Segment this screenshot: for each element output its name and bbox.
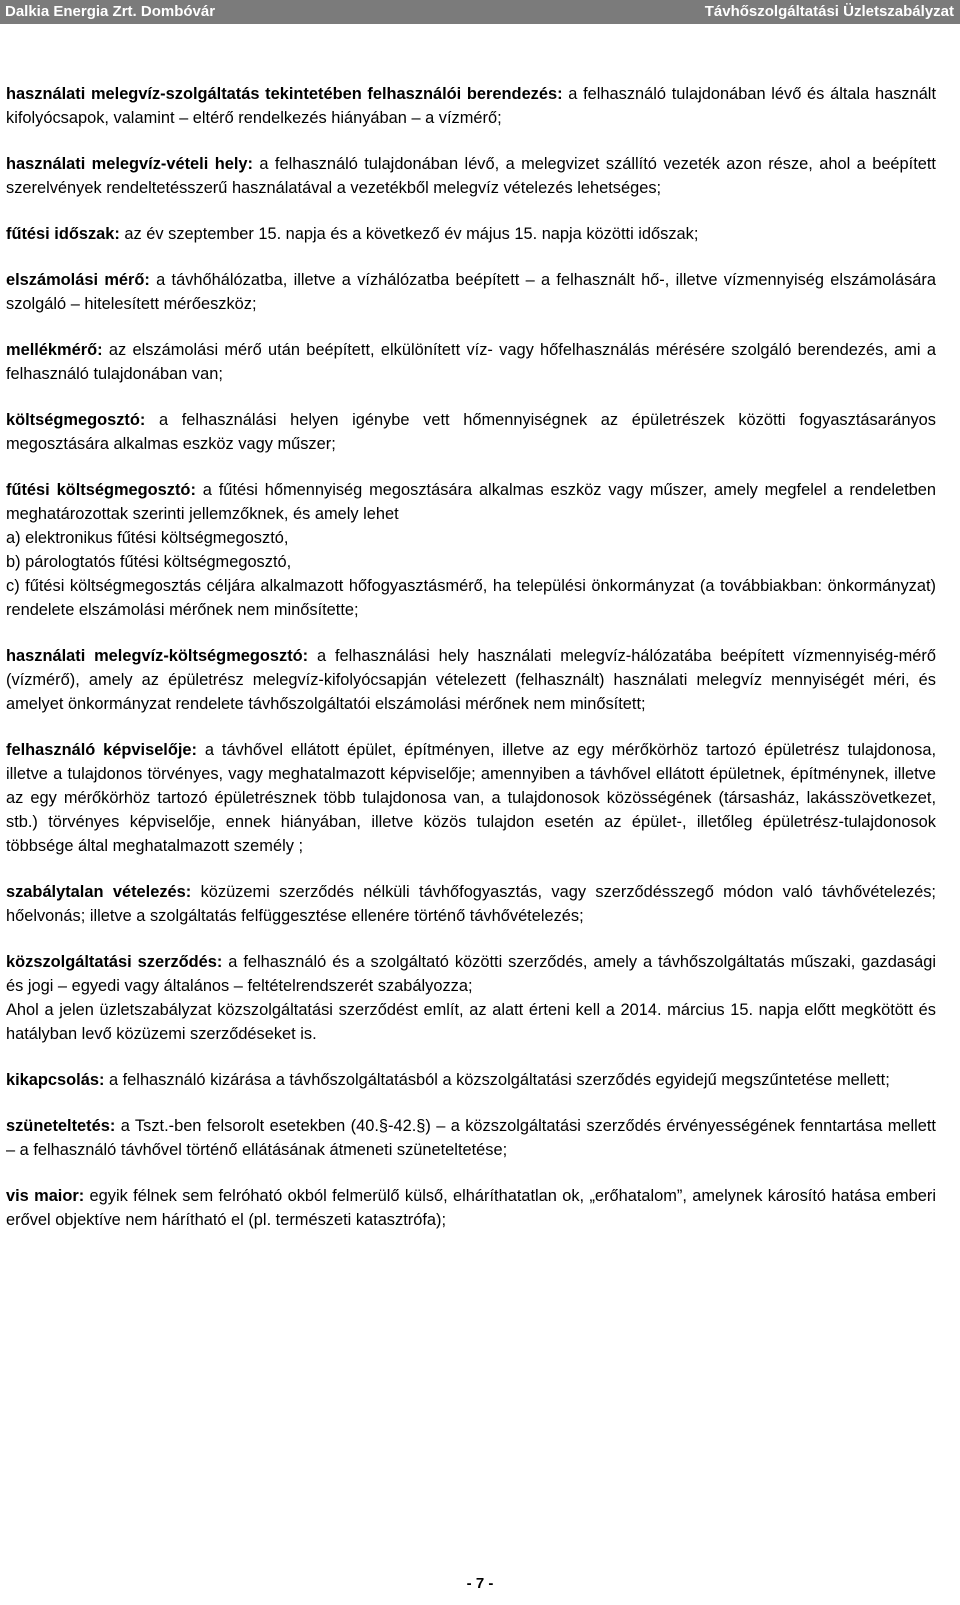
definition-term: szabálytalan vételezés: [6,883,192,901]
definition-mellekmero [6,338,936,386]
definition-term: költségmegosztó: [6,411,146,429]
definition-text: a felhasználási hely használati melegvíz-hálózatába beépített vízmennyiség-mérő (vízmérő), amely az épületrész melegvíz-kifolyócsapján vételezett (felhasznált) használati melegvíz mennyiségét méri, és amelyet önkormányzat rendelete távhőszolgáltatói elszámolási mérőnek nem minősített; [6,647,936,713]
definition-szuneteltetes [6,1114,936,1162]
definition-term: fűtési időszak: [6,225,120,243]
definition-text: a fűtési hőmennyiség megosztására alkalmas eszköz vagy műszer, amely megfelel a rendeletben meghatározottak szerinti jellemzőknek, és amely lehet [6,481,936,523]
definition-text: a felhasználási helyen igénybe vett hőmennyiségnek az épületrészek közötti fogyasztásarányos megosztására alkalmas eszköz vagy műszer; [6,411,936,453]
document-body [6,82,936,1232]
definition-term: használati melegvíz-költségmegosztó: [6,647,309,665]
page-header [0,0,960,24]
definition-text: a távhővel ellátott épület, építményen, illetve az egy mérőkörhöz tartozó épületrész tulajdonosa, illetve a tulajdonos törvényes, vagy meghatalmazott képviselője; amennyiben a távhővel ellátott épületnek, építménynek, illetve az egy mérőkörhöz tartozó épületrésznek több tulajdonosa van, a tulajdonosok közösségének (társasház, lakásszövetkezet, stb.) törvényes képviselője, ennek hiányában, illetve közös tulajdon esetén az épület-, illetőleg épületrész-tulajdonosok többsége által meghatalmazott személy ; [6,741,936,855]
definition-text: a felhasználó kizárása a távhőszolgáltatásból a közszolgáltatási szerződés egyidejű megszűntetése mellett; [104,1071,890,1089]
definition-elszamolasi-mero [6,268,936,316]
definition-text: az év szeptember 15. napja és a következő év május 15. napja közötti időszak; [119,225,699,243]
definition-term: használati melegvíz-szolgáltatás tekintetében felhasználói berendezés: [6,85,563,103]
definition-text: a távhőhálózatba, illetve a vízhálózatba beépített – a felhasznált hő-, illetve vízmennyiség elszámolására szolgáló – hitelesített mérőeszköz; [6,271,936,313]
definition-term: kikapcsolás: [6,1071,105,1089]
definition-term: szüneteltetés: [6,1117,116,1135]
definition-subitem: c) fűtési költségmegosztás céljára alkalmazott hőfogyasztásmérő, ha települési önkormányzat (a továbbiakban: önkormányzat) rendelete elszámolási mérőnek nem minősítette; [6,577,936,619]
definition-text: az elszámolási mérő után beépített, elkülönített víz- vagy hőfelhasználás mérésére szolgáló berendezés, ami a felhasználó tulajdonában van; [6,341,936,383]
definition-felhasznalo-kepviseloje [6,738,936,858]
definition-term: mellékmérő: [6,341,103,359]
definition-note: Ahol a jelen üzletszabályzat közszolgáltatási szerződést említ, az alatt érteni kell a 2014. március 15. napja előtt megkötött és hatályban levő közüzemi szerződéseket is. [6,1001,936,1043]
definition-term: elszámolási mérő: [6,271,150,289]
definition-term: vis maior: [6,1187,85,1205]
definition-text: a Tszt.-ben felsorolt esetekben (40.§-42.§) – a közszolgáltatási szerződés érvényességének fenntartása mellett – a felhasználó távhővel történő ellátásának átmeneti szüneteltetése; [6,1117,936,1159]
definition-koltsegmegoszto [6,408,936,456]
definition-text: a felhasználó és a szolgáltató közötti szerződés, amely a távhőszolgáltatás műszaki, gazdasági és jogi – egyedi vagy általános – feltételrendszerét szabályozza; [6,953,936,995]
definition-melegviz-koltsegmegoszto [6,644,936,716]
header-company: Dalkia Energia Zrt. Dombóvár [5,3,216,20]
definition-term: fűtési költségmegosztó: [6,481,196,499]
header-document-title: Távhőszolgáltatási Üzletszabályzat [704,3,954,20]
definition-term: közszolgáltatási szerződés: [6,953,223,971]
definition-text: a felhasználó tulajdonában lévő, a melegvizet szállító vezeték azon része, ahol a beépített szerelvények rendeltetésszerű használatával a vezetékből melegvíz vételezés lehetséges; [6,155,936,197]
definition-text: a felhasználó tulajdonában lévő és általa használt kifolyócsapok, valamint – eltérő rendelkezés hiányában – a vízmérő; [6,85,937,127]
definition-subitem: b) párologtatós fűtési költségmegosztó, [6,553,292,571]
definition-subitem: a) elektronikus fűtési költségmegosztó, [6,529,289,547]
definition-kikapcsolas [6,1068,936,1092]
definition-vis-maior [6,1184,936,1232]
definition-term: felhasználó képviselője: [6,741,197,759]
page-number: - 7 - [466,1575,494,1592]
definition-kozszolgaltatasi-szerzodes [6,950,936,1046]
definition-term: használati melegvíz-vételi hely: [6,155,253,173]
definition-futesi-idoszak [6,222,936,246]
definition-szabalytalan-vetelezes [6,880,936,928]
definition-futesi-koltsegmegoszto [6,478,936,622]
definition-melegviz-berendezes [6,82,936,130]
definition-text: közüzemi szerződés nélküli távhőfogyasztás, vagy szerződésszegő módon való távhővételezés; hőelvonás; illetve a szolgáltatás felfüggesztése ellenére történő távhővételezés; [6,883,936,925]
definition-melegviz-veteli-hely [6,152,936,200]
definition-text: egyik félnek sem felróható okból felmerülő külső, elháríthatatlan ok, „erőhatalom”, amelynek károsító hatása emberi erővel objektíve nem hárítható el (pl. természeti katasztrófa); [6,1187,936,1229]
